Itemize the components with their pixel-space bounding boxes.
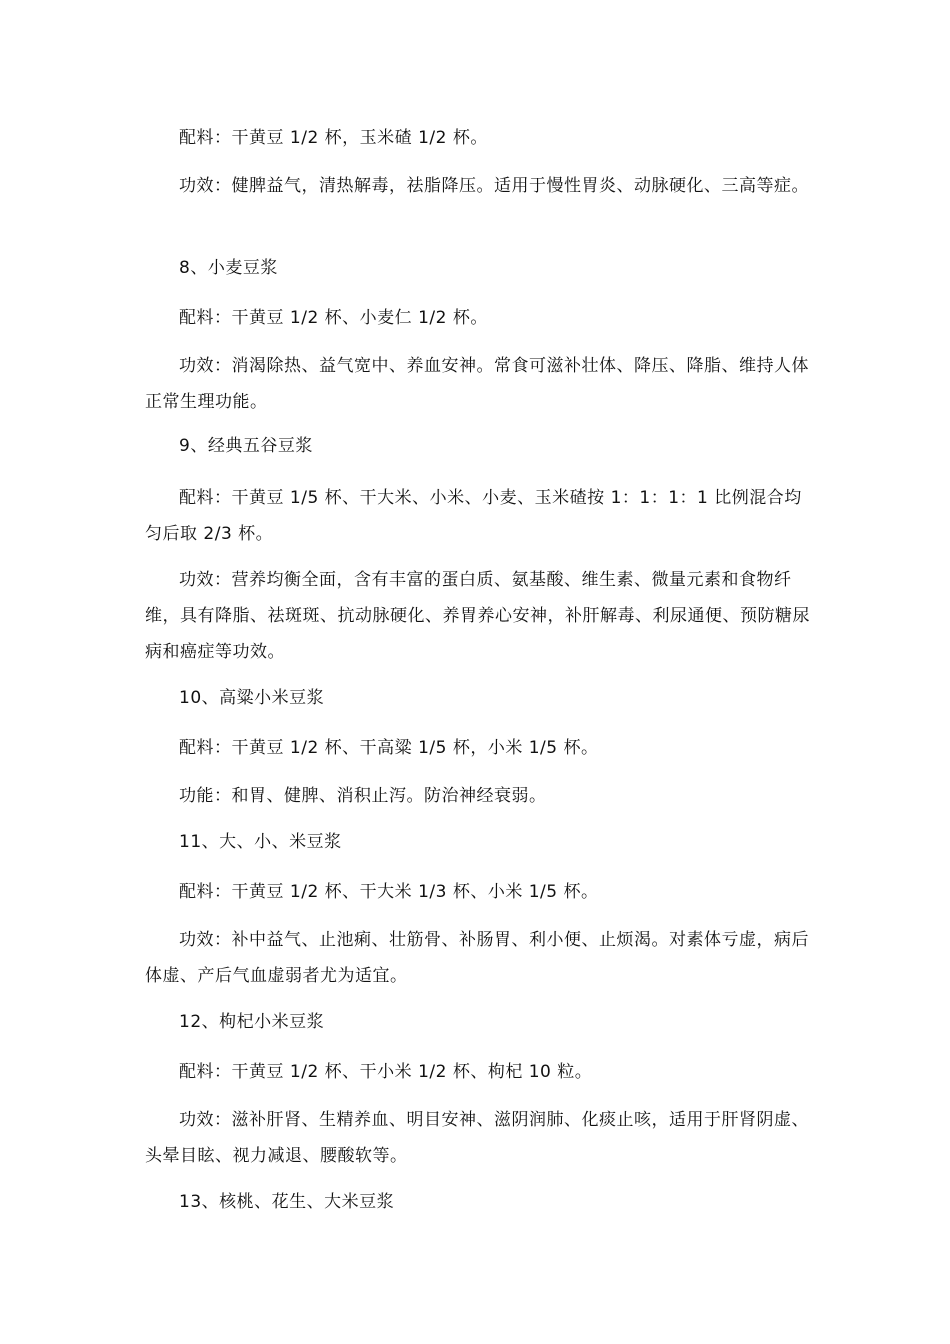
effects-paragraph: 功效：消渴除热、益气宽中、养血安神。常食可滋补壮体、降压、降脂、维持人体正常生理功能。 <box>145 356 809 412</box>
effects-paragraph: 功能：和胃、健脾、消积止泻。防治神经衰弱。 <box>179 786 547 806</box>
effects-paragraph: 功效：营养均衡全面，含有丰富的蛋白质、氨基酸、维生素、微量元素和食物纤维，具有降脂、祛斑斑、抗动脉硬化、养胃养心安神，补肝解毒、利尿通便、预防糖尿病和癌症等功效。 <box>145 570 810 662</box>
recipe-heading: 8、小麦豆浆 <box>179 258 278 278</box>
ingredients-line: 配料：干黄豆 1/2 杯、小麦仁 1/2 杯。 <box>179 308 488 328</box>
ingredients-line: 配料：干黄豆 1/2 杯、干高粱 1/5 杯，小米 1/5 杯。 <box>179 738 599 758</box>
recipe-heading: 12、枸杞小米豆浆 <box>179 1012 325 1032</box>
recipe-heading: 13、核桃、花生、大米豆浆 <box>179 1192 395 1212</box>
ingredients-line: 配料：干黄豆 1/2 杯、干大米 1/3 杯、小米 1/5 杯。 <box>179 882 599 902</box>
ingredients-line: 配料：干黄豆 1/2 杯，玉米碴 1/2 杯。 <box>179 128 488 148</box>
effects-paragraph: 功效：健脾益气，清热解毒，祛脂降压。适用于慢性胃炎、动脉硬化、三高等症。 <box>179 176 809 196</box>
effects-paragraph: 功效：补中益气、止池痢、壮筋骨、补肠胃、利小便、止烦渴。对素体亏虚，病后体虚、产后气血虚弱者尤为适宜。 <box>145 930 809 986</box>
ingredients-line: 配料：干黄豆 1/5 杯、干大米、小米、小麦、玉米碴按 1：1：1：1 比例混合均匀后取 2/3 杯。 <box>145 488 802 544</box>
recipe-heading: 11、大、小、米豆浆 <box>179 832 342 852</box>
recipe-heading: 10、高粱小米豆浆 <box>179 688 325 708</box>
recipe-heading: 9、经典五谷豆浆 <box>179 436 313 456</box>
effects-paragraph: 功效：滋补肝肾、生精养血、明目安神、滋阴润肺、化痰止咳，适用于肝肾阴虚、头晕目眩、视力减退、腰酸软等。 <box>145 1110 809 1166</box>
ingredients-line: 配料：干黄豆 1/2 杯、干小米 1/2 杯、枸杞 10 粒。 <box>179 1062 593 1082</box>
